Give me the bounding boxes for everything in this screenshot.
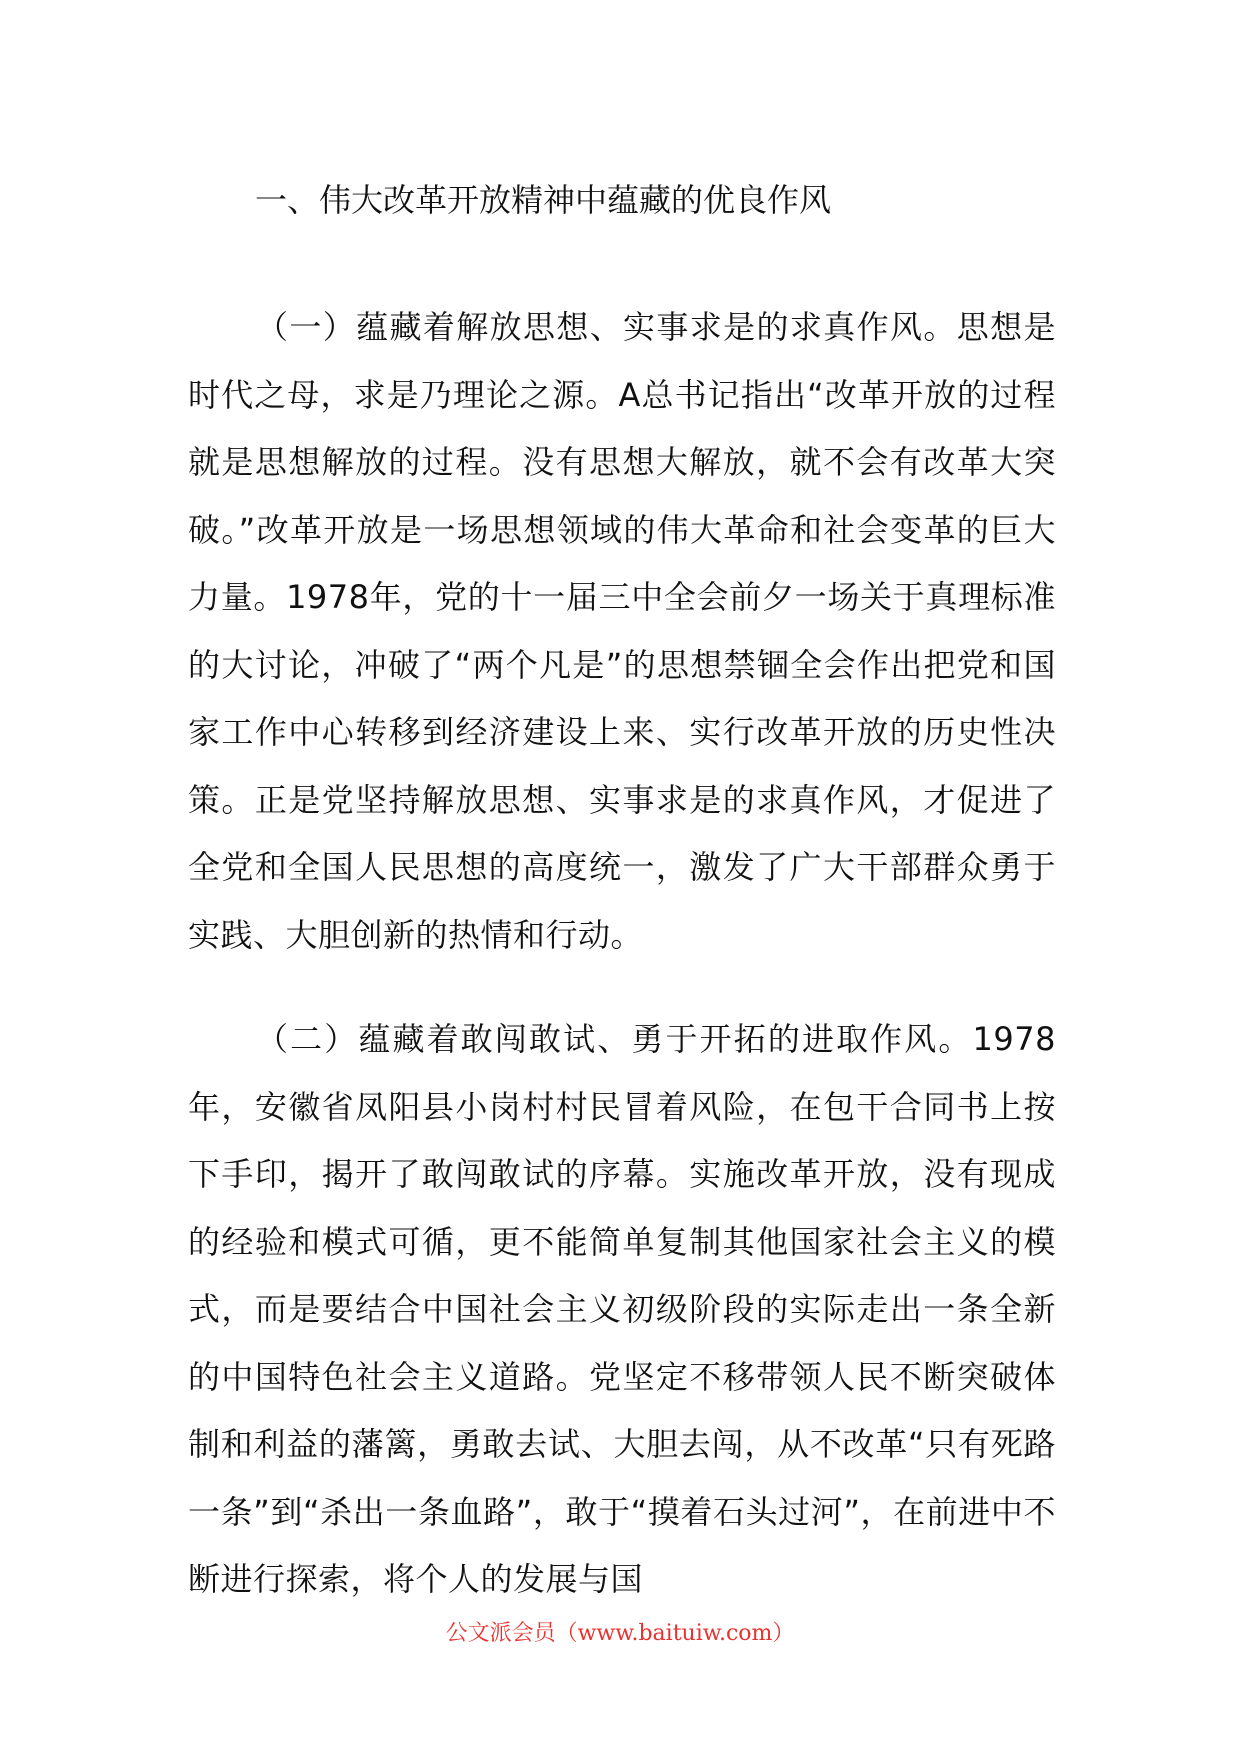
paragraph-2: （二）蕴藏着敢闯敢试、勇于开拓的进取作风。1978年，安徽省凤阳县小岗村村民冒着风险，在包干合同书上按下手印，揭开了敢闯敢试的序幕。实施改革开放，没有现成的经验和模式可循，更不能简单复制其他国家社会主义的模式，而是要结合中国社会主义初级阶段的实际走出一条全新的中国特色社会主义道路。党坚定不移带领人民不断突破体制和利益的藩篱，勇敢去试、大胆去闯，从不改革“只有死路一条”到“杀出一条血路”，敢于“摸着石头过河”，在前进中不断进行探索，将个人的发展与国 — [188, 1020, 1056, 1598]
footer-watermark: 公文派会员（www.baituiw.com） — [445, 1621, 795, 1646]
paragraph-1: （一）蕴藏着解放思想、实事求是的求真作风。思想是时代之母，求是乃理论之源。A总书记指出“改革开放的过程就是思想解放的过程。没有思想大解放，就不会有改革大突破。”改革开放是一场思想领域的伟大革命和社会变革的巨大力量。1978年，党的十一届三中全会前夕一场关于真理标准的大讨论，冲破了“两个凡是”的思想禁锢全会作出把党和国家工作中心转移到经济建设上来、实行改革开放的历史性决策。正是党坚持解放思想、实事求是的求真作风，才促进了全党和全国人民思想的高度统一，激发了广大干部群众勇于实践、大胆创新的热情和行动。 — [188, 308, 1056, 954]
section-heading: 一、伟大改革开放精神中蕴藏的优良作风 — [255, 181, 832, 219]
